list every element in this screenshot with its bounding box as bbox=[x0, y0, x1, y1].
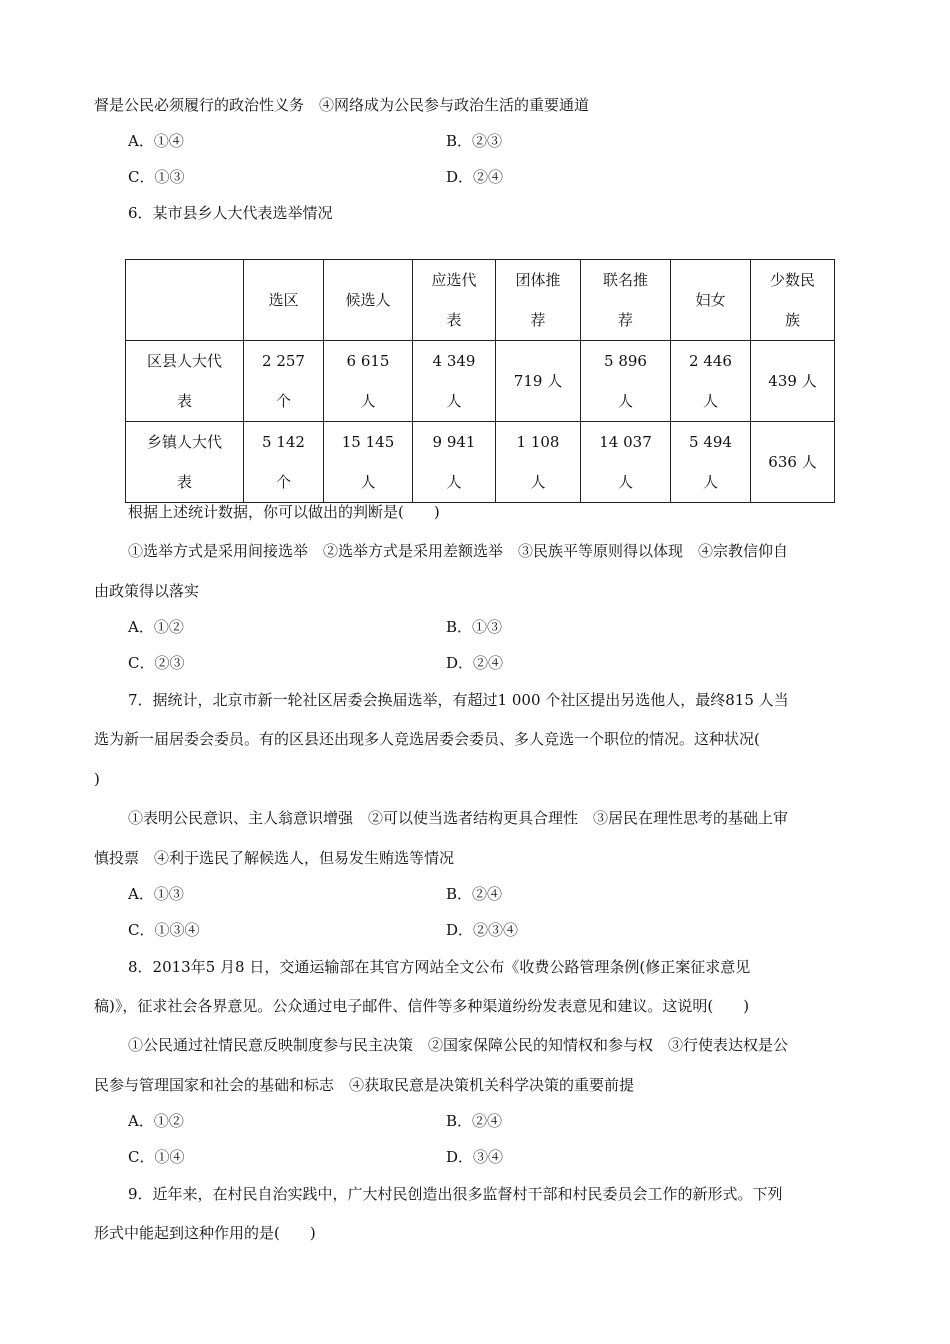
table-cell: 1 108 人 bbox=[496, 422, 581, 503]
q7-option-c: C．①③④ bbox=[128, 921, 200, 939]
q6-option-c: C．②③ bbox=[128, 654, 185, 672]
table-header-cell: 联名推 荐 bbox=[581, 260, 671, 341]
q7-stem-line1: 7．据统计，北京市新一轮社区居委会换届选举，有超过1 000 个社区提出另选他人，最终815 人当 bbox=[128, 691, 789, 709]
q8-option-a: A．①② bbox=[128, 1112, 184, 1130]
q7-stem-line3: ) bbox=[94, 770, 100, 788]
table-header-cell: 妇女 bbox=[671, 260, 751, 341]
table-header-cell: 团体推 荐 bbox=[496, 260, 581, 341]
table-cell: 9 941 人 bbox=[413, 422, 496, 503]
table-cell: 5 494 人 bbox=[671, 422, 751, 503]
table-header-cell: 选区 bbox=[244, 260, 324, 341]
table-cell: 乡镇人大代 表 bbox=[126, 422, 244, 503]
q5-option-c: C．①③ bbox=[128, 168, 185, 186]
table-cell: 2 446 人 bbox=[671, 341, 751, 422]
table-header-row bbox=[126, 260, 835, 341]
table-cell: 636 人 bbox=[751, 422, 835, 503]
q7-statements-line1: ①表明公民意识、主人翁意识增强 ②可以使当选者结构更具合理性 ③居民在理性思考的基础上审 bbox=[128, 809, 789, 827]
q7-stem-line2: 选为新一届居委会委员。有的区县还出现多人竞选居委会委员、多人竞选一个职位的情况。这种状况( bbox=[94, 730, 760, 748]
table-cell: 区县人大代 表 bbox=[126, 341, 244, 422]
q6-option-a: A．①② bbox=[128, 618, 184, 636]
q7-option-d: D．②③④ bbox=[446, 921, 519, 939]
q8-stem-line2: 稿)》，征求社会各界意见。公众通过电子邮件、信件等多种渠道纷纷发表意见和建议。这说明( ) bbox=[94, 997, 750, 1015]
table-row bbox=[126, 341, 835, 422]
table-cell: 14 037 人 bbox=[581, 422, 671, 503]
q9-stem-line1: 9．近年来，在村民自治实践中，广大村民创造出很多监督村干部和村民委员会工作的新形式。下列 bbox=[128, 1185, 783, 1203]
table-cell: 439 人 bbox=[751, 341, 835, 422]
q7-option-b: B．②④ bbox=[446, 885, 503, 903]
table-cell: 5 142 个 bbox=[244, 422, 324, 503]
q5-option-b: B．②③ bbox=[446, 132, 503, 150]
q8-stem-line1: 8．2013年5 月8 日，交通运输部在其官方网站全文公布《收费公路管理条例(修正案征求意见 bbox=[128, 958, 751, 976]
q8-statements-line1: ①公民通过社情民意反映制度参与民主决策 ②国家保障公民的知情权和参与权 ③行使表达权是公 bbox=[128, 1036, 789, 1054]
table-cell: 719 人 bbox=[496, 341, 581, 422]
q5-statement-continued: 督是公民必须履行的政治性义务 ④网络成为公民参与政治生活的重要通道 bbox=[94, 96, 590, 114]
q8-option-c: C．①④ bbox=[128, 1148, 185, 1166]
table-header-cell: 应选代 表 bbox=[413, 260, 496, 341]
table-cell: 4 349 人 bbox=[413, 341, 496, 422]
table-cell: 2 257 个 bbox=[244, 341, 324, 422]
q8-option-b: B．②④ bbox=[446, 1112, 503, 1130]
q6-option-d: D．②④ bbox=[446, 654, 504, 672]
q8-option-d: D．③④ bbox=[446, 1148, 504, 1166]
q6-statements-line2: 由政策得以落实 bbox=[94, 582, 200, 600]
q6-option-b: B．①③ bbox=[446, 618, 503, 636]
q7-statements-line2: 慎投票 ④利于选民了解候选人，但易发生贿选等情况 bbox=[94, 849, 455, 867]
table-cell: 15 145 人 bbox=[324, 422, 413, 503]
table-header-cell bbox=[126, 260, 244, 341]
q6-statements-line1: ①选举方式是采用间接选举 ②选举方式是采用差额选举 ③民族平等原则得以体现 ④宗教信仰自 bbox=[128, 542, 789, 560]
q5-option-d: D．②④ bbox=[446, 168, 504, 186]
table-cell: 5 896 人 bbox=[581, 341, 671, 422]
q8-statements-line2: 民参与管理国家和社会的基础和标志 ④获取民意是决策机关科学决策的重要前提 bbox=[94, 1076, 635, 1094]
table-header-cell: 少数民 族 bbox=[751, 260, 835, 341]
table-header-cell: 候选人 bbox=[324, 260, 413, 341]
table-row bbox=[126, 422, 835, 503]
table-cell: 6 615 人 bbox=[324, 341, 413, 422]
q7-option-a: A．①③ bbox=[128, 885, 184, 903]
election-stats-table bbox=[125, 259, 835, 503]
q5-option-a: A．①④ bbox=[128, 132, 184, 150]
q6-stem: 6．某市县乡人大代表选举情况 bbox=[128, 204, 333, 222]
q9-stem-line2: 形式中能起到这种作用的是( ) bbox=[94, 1224, 316, 1242]
q6-question: 根据上述统计数据，你可以做出的判断是( ) bbox=[128, 503, 440, 521]
